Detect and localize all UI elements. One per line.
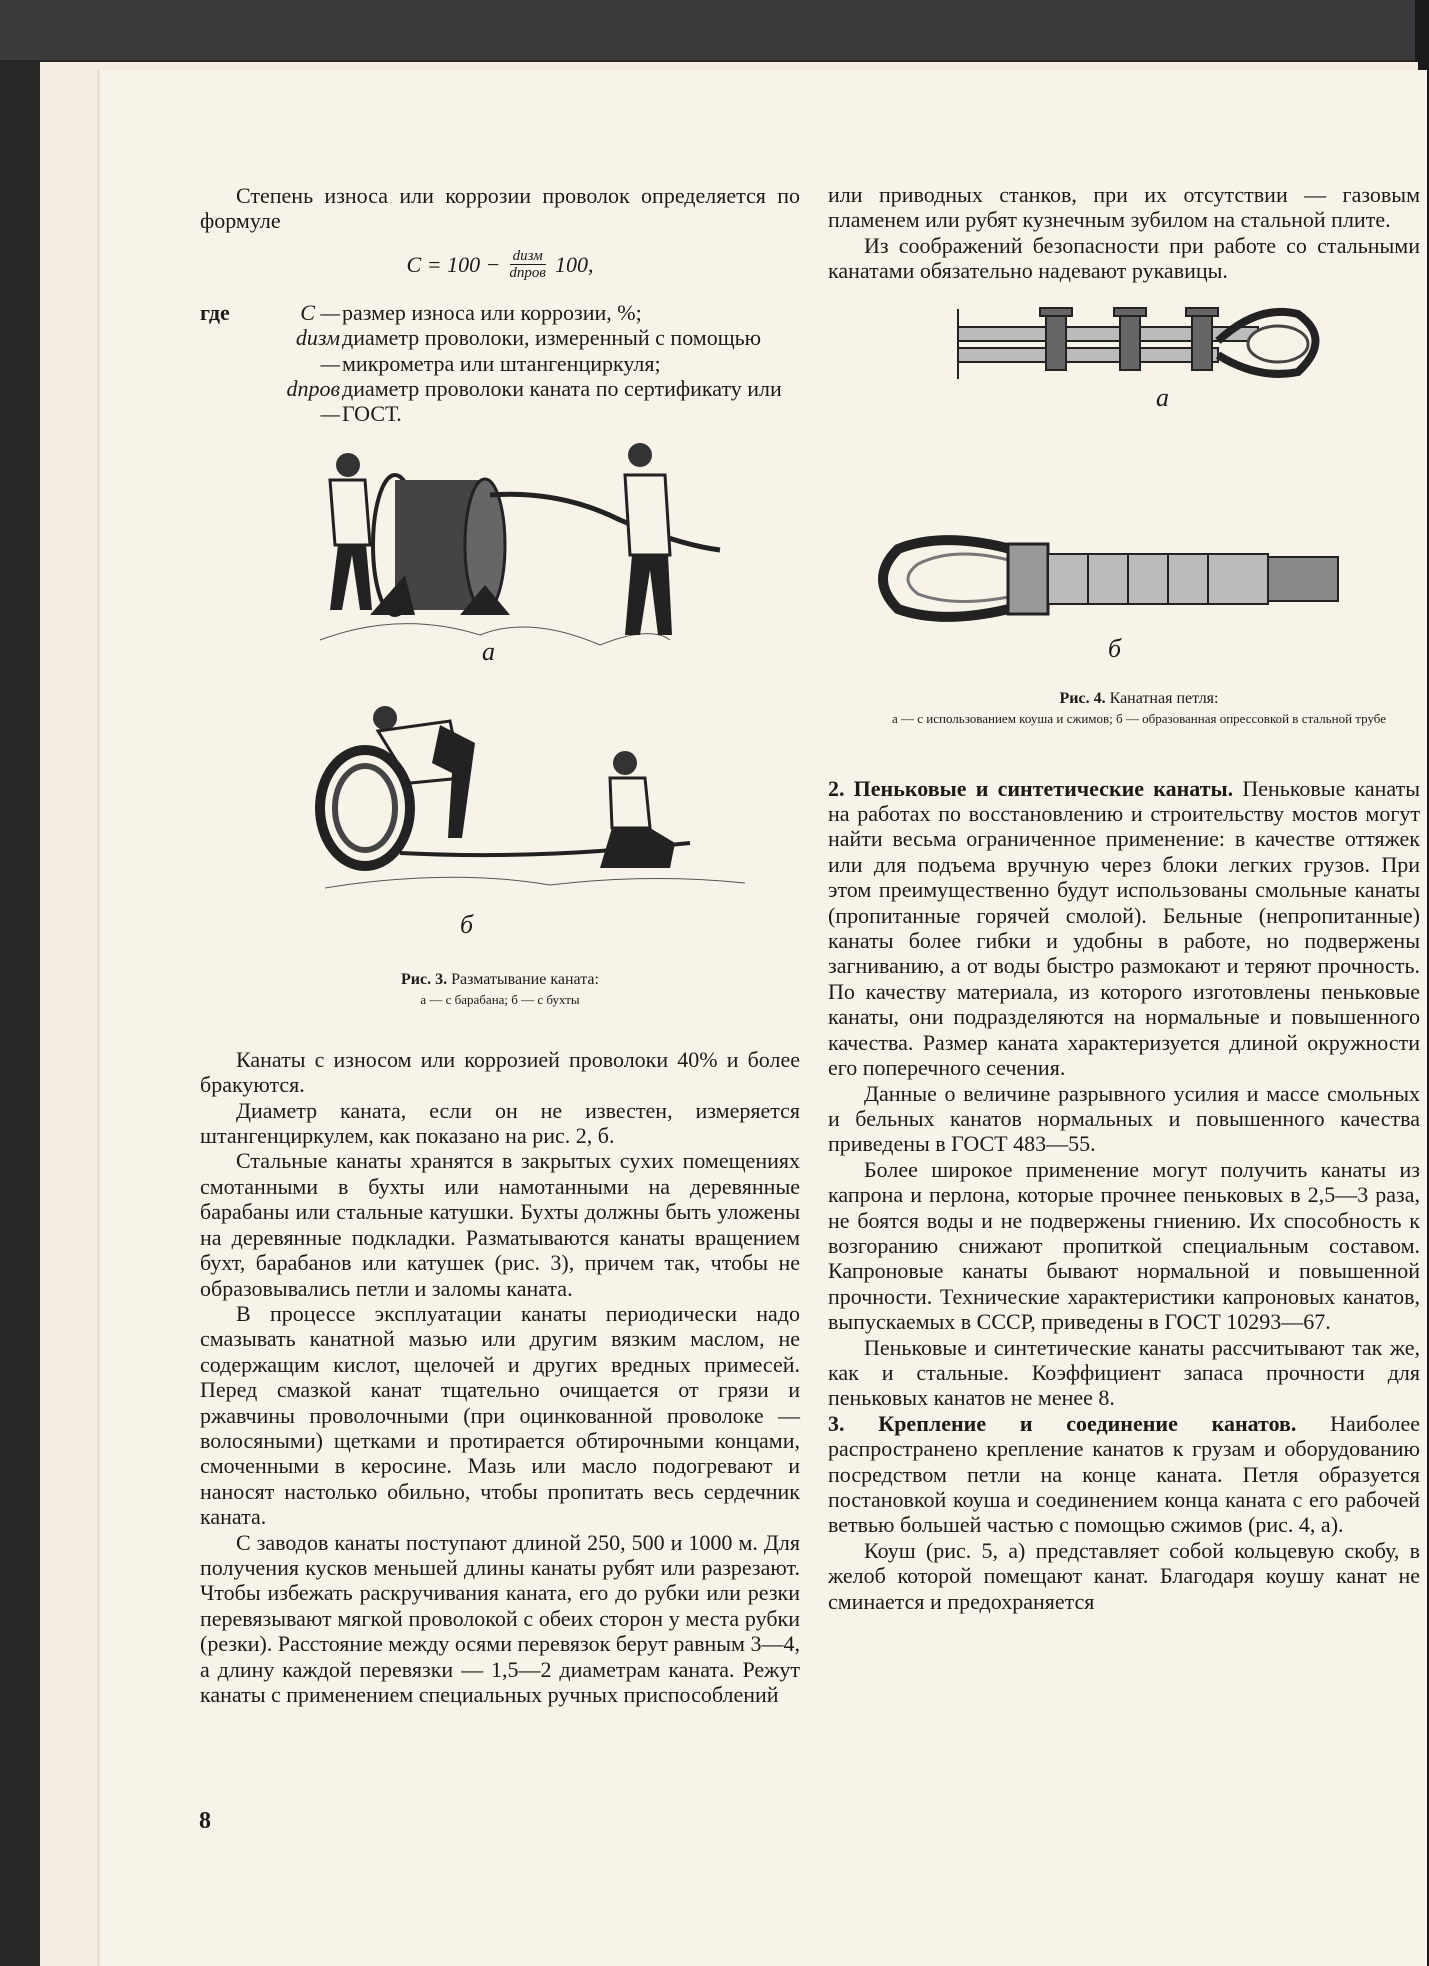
formula-numerator: dизм [510,248,546,265]
where-label: где [200,299,230,325]
paragraph: С заводов канаты поступают длиной 250, 500 и 1000 м. Для получения кусков меньшей длины канаты рубят или разрезают. Чтобы избежать раскручивания каната, его до рубки или резки перевязывают мягкой проволокой с обеих сторон у места рубки (резки). Расстояние между осями перевязок берут равным 3—4, а длину каждой перевязки — 1,5—2 диаметрам каната. Режут канаты с применением специальных ручных приспособлений [200,1529,800,1707]
page-number: 8 [199,1808,211,1834]
section-3-text: Наиболее распространено крепление канатов к грузам и оборудованию посредством петли на конце каната. Петля образуется постановкой коуша и соединением конца каната с его рабочей ветвью большей частью с помощью сжимов (рис. 4, а). [828,1410,1420,1538]
paragraph: Данные о величине разрывного усилия и массе смольных и бельных канатов нормальных и повышенного качества приведены в ГОСТ 483—55. [828,1080,1420,1157]
figure-3-caption-title: Рис. 3. [401,970,448,988]
figure-4-caption-sub: а — с использованием коуша и сжимов; б — образованная опрессовкой в стальной трубе [892,710,1386,726]
paragraph: Более широкое применение могут получить канаты из капрона и перлона, которые прочнее пеньковых в 2,5—3 раза, не боятся воды и не подвержены гниению. Их способность к возгоранию снижают пропиткой специальным составом. Капроновые канаты бывают нормальной и повышенной прочности. Технические характеристики капроновых канатов, выпускаемых в СССР, приведены в ГОСТ 10293—67. [828,1156,1420,1335]
section-3-heading: 3. Крепление и соединение канатов. [828,1410,1297,1436]
intro-paragraph: Степень износа или коррозии проволок определяется по формуле [200,183,800,234]
figure-3 [200,435,800,1047]
formula-legend [200,300,800,427]
figure-4-caption-text: Канатная петля: [1109,689,1219,707]
paragraph: Пеньковые и синтетические канаты рассчитывают так же, как и стальные. Коэффициент запаса прочности для пеньковых канатов не менее 8. [828,1334,1420,1411]
figure-3b-label: б [460,909,474,939]
figure-4 [828,294,1420,776]
figure-3b-unwinding-coil [200,703,800,943]
section-2-heading: 2. Пеньковые и синтетические канаты. [828,775,1234,801]
wear-formula [200,240,800,290]
formula-denominator: dпров [509,265,546,282]
figure-3-caption [200,970,800,1010]
figure-4-caption-title: Рис. 4. [1059,689,1106,707]
section-2-text: Пеньковые канаты на работах по восстановлению и строительству мостов могут найти весьма ограниченное применение: в качестве оттяжек или для подъема вручную через блоки легких грузов. При этом преимущественно будут использованы смольные канаты (пропитанные горячей смолой). Бельные (непропитанные) канаты более гибки и удобны в работе, но подвержены загниванию, а от воды быстро размокают и теряют прочность. По качеству материала, из которого изготовлены пеньковые канаты, они подразделяются на нормальные и повышенного качества. Размер каната характеризуется длиной окружности его поперечного сечения. [828,775,1421,1081]
formula-fraction [506,248,549,281]
legend-description: диаметр проволоки, измеренный с помощью микрометра или штангенциркуля; [342,325,762,376]
legend-symbol: dизм — [295,325,340,376]
paragraph: Стальные канаты хранятся в закрытых сухих помещениях смотанными в бухты или намотанными на деревянные барабаны или стальные катушки. Бухты должны быть уложены на деревянные подкладки. Разматываются канаты вращением бухт, барабанов или катушек (рис. 3), причем так, чтобы не образовывались петли и заломы каната. [200,1148,800,1301]
paragraph: Канаты с износом или коррозией проволоки 40% и более бракуются. [200,1046,800,1098]
figure-3-caption-sub: а — с барабана; б — с бухты [420,991,580,1007]
paragraph: Коуш (рис. 5, а) представляет собой кольцевую скобу, в желоб которой помещают канат. Благодаря коушу канат не сминается и предохраняется [828,1537,1420,1614]
legend-symbol: dпров — [286,376,340,427]
figure-4b-pressed-loop [828,509,1420,659]
left-column [200,183,800,1707]
formula-lhs: C = 100 − [406,252,501,278]
figure-3-caption-text: Разматывание каната: [451,970,599,988]
legend-description: размер износа или коррозии, %; [342,299,642,325]
paragraph: В процессе эксплуатации канаты периодически надо смазывать канатной мазью или другим вязким маслом, не содержащим кислот, щелочей и других вредных примесей. Перед смазкой канат тщательно очищается от грязи и ржавчины проволочными (при оцинкованной проволоке — волосяными) щетками и протирается обтирочными концами, смоченными в керосине. Мазь или масло подогревают и наносят настолько обильно, чтобы пропитать весь сердечник каната. [200,1300,800,1530]
figure-3a-unwinding-drum [200,435,800,665]
paragraph-continued: или приводных станков, при их отсутствии — газовым пламенем или рубят кузнечным зубилом на стальной плите. [828,182,1420,233]
formula-rhs: 100, [554,252,594,278]
right-column [828,182,1420,1614]
figure-4a-label: а [1156,382,1169,412]
figure-4a-thimble-with-clamps [828,294,1420,414]
figure-4b-label: б [1108,633,1122,659]
paragraph: Диаметр каната, если он не известен, измеряется штангенциркулем, как показано на рис. 2, б. [200,1097,800,1149]
figure-4-caption [858,689,1420,729]
legend-description: диаметр проволоки каната по сертификату или ГОСТ. [342,376,782,427]
paragraph: Из соображений безопасности при работе со стальными канатами обязательно надевают рукавицы. [828,232,1420,284]
scan-top-edge [0,0,1429,60]
figure-3a-label: а [482,636,495,665]
legend-symbol: C — [300,299,340,325]
